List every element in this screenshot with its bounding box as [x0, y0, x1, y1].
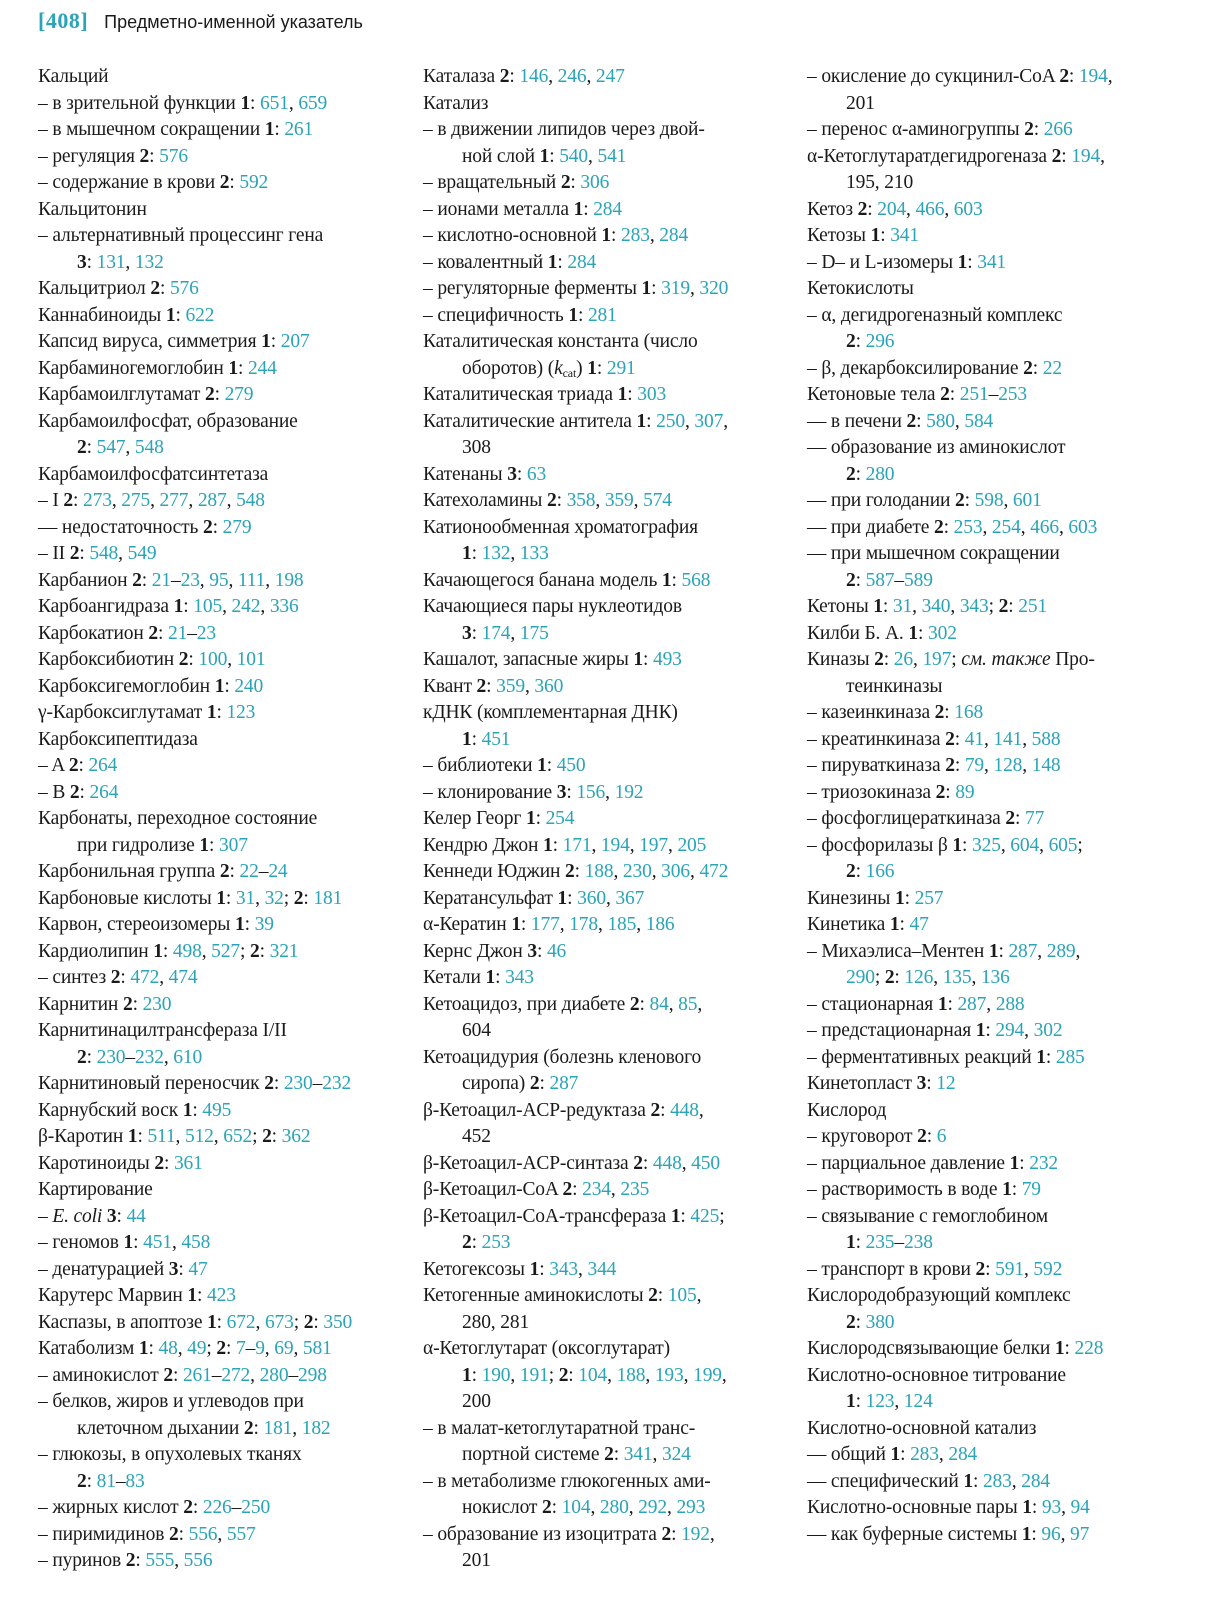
index-entry-line: – перенос α-аминогруппы 2: 266: [807, 119, 1073, 140]
index-entry-line: – регуляция 2: 576: [38, 145, 188, 167]
index-entry-line: – триозокиназа 2: 89: [807, 781, 975, 803]
index-entry-line: –– общий 1: 283, 284: [807, 1444, 978, 1465]
index-entry-line: Кислотно-основное титрование: [807, 1364, 1066, 1386]
index-entry-line: Кетогексозы 1: 343, 344: [423, 1258, 617, 1280]
index-entry-line: – стационарная 1: 287, 288: [807, 993, 1025, 1015]
index-entry-line: 1: 132, 133: [462, 543, 549, 564]
index-entry-line: Кетоацидоз, при диабете 2: 84, 85,: [423, 993, 703, 1015]
index-entry-line: 195, 210: [846, 172, 914, 193]
index-entry-line: Кетали 1: 343: [423, 967, 534, 988]
index-entry-line: Каннабиноиды 1: 622: [38, 304, 215, 326]
index-entry-line: Карбоновые кислоты 1: 31, 32; 2: 181: [38, 887, 343, 909]
index-entry-line: – окисление до сукцинил-CoA 2: 194,: [807, 66, 1113, 87]
index-entry-line: – круговорот 2: 6: [807, 1126, 947, 1147]
index-entry-line: – библиотеки 1: 450: [423, 755, 586, 776]
index-entry-line: –– недостаточность 2: 279: [38, 516, 252, 538]
index-entry-line: 3: 174, 175: [462, 622, 549, 644]
index-entry-line: – альтернативный процессинг гена: [38, 225, 324, 246]
index-entry-line: 2: 166: [846, 861, 895, 882]
index-entry-line: – пируваткиназа 2: 79, 128, 148: [807, 755, 1061, 776]
index-entry-line: – креатинкиназа 2: 41, 141, 588: [807, 728, 1061, 750]
index-entry-line: 2: 587–589: [846, 569, 933, 591]
index-entry-line: 308: [462, 437, 491, 458]
index-entry-line: – α, дегидрогеназный комплекс: [807, 304, 1063, 326]
index-entry-line: – фосфорилазы β 1: 325, 604, 605;: [807, 834, 1083, 856]
index-entry-line: Карнубский воск 1: 495: [38, 1099, 232, 1121]
index-entry-line: – казеинкиназа 2: 168: [807, 702, 984, 723]
index-entry-line: Карбанион 2: 21–23, 95, 111, 198: [38, 569, 304, 591]
index-entry-line: Кислородсвязывающие белки 1: 228: [807, 1338, 1104, 1359]
index-entry-line: 1: 235–238: [846, 1232, 933, 1253]
index-entry-line: – в мышечном сокращении 1: 261: [38, 119, 314, 140]
index-entry-line: β-Кетоацил-ACP-редуктаза 2: 448,: [423, 1099, 704, 1121]
index-entry-line: Карбоксигемоглобин 1: 240: [38, 675, 264, 697]
index-entry-line: – I 2: 273, 275, 277, 287, 548: [38, 490, 265, 511]
index-column-1: [38, 64, 398, 1575]
index-entry-line: Каталитические антитела 1: 250, 307,: [423, 410, 728, 432]
index-entry-line: – в движении липидов через двой-: [423, 119, 705, 140]
index-entry-line: – фосфоглицераткиназа 2: 77: [807, 808, 1045, 829]
index-entry-line: Кислотно-основные пары 1: 93, 94: [807, 1497, 1090, 1518]
index-entry-line: –– специфический 1: 283, 284: [807, 1470, 1051, 1492]
index-entry-line: Карбокатион 2: 21–23: [38, 622, 216, 644]
index-entry-line: Картирование: [38, 1179, 153, 1200]
index-entry-line: Карбоксипептидаза: [38, 728, 198, 750]
index-entry-line: Кальцитриол 2: 576: [38, 278, 199, 299]
index-entry-line: Карбамоилглутамат 2: 279: [38, 384, 254, 405]
index-entry-line: – A 2: 264: [38, 755, 118, 776]
index-entry-line: – геномов 1: 451, 458: [38, 1232, 211, 1253]
index-entry-line: – транспорт в крови 2: 591, 592: [807, 1258, 1063, 1280]
index-entry-line: Каталаза 2: 146, 246, 247: [423, 66, 625, 87]
index-entry-line: 290; 2: 126, 135, 136: [846, 967, 1010, 988]
index-entry-line: – в малат-кетоглутаратной транс-: [423, 1417, 696, 1439]
index-entry-line: ной слой 1: 540, 541: [462, 145, 627, 167]
index-entry-line: Каталитическая триада 1: 303: [423, 384, 667, 405]
index-entry-line: Качающиеся пары нуклеотидов: [423, 596, 682, 617]
page-title: Предметно-именной указатель: [104, 12, 363, 32]
index-entry-line: Кардиолипин 1: 498, 527; 2: 321: [38, 940, 299, 962]
index-entry-line: 1: 123, 124: [846, 1391, 933, 1412]
index-entry-line: – образование из изоцитрата 2: 192,: [423, 1523, 715, 1545]
index-entry-line: Качающегося банана модель 1: 568: [423, 569, 711, 591]
index-entry-line: β-Кетоацил-CoA-трансфераза 1: 425;: [423, 1205, 725, 1227]
index-entry-line: – глюкозы, в опухолевых тканях: [38, 1444, 302, 1465]
index-entry-line: Кетоз 2: 204, 466, 603: [807, 198, 983, 220]
index-entry-line: – вращательный 2: 306: [423, 172, 610, 193]
index-entry-line: Карвон, стереоизомеры 1: 39: [38, 914, 274, 935]
index-entry-line: Кинетопласт 3: 12: [807, 1073, 956, 1094]
index-entry-line: Карбаминогемоглобин 1: 244: [38, 357, 277, 379]
index-entry-line: – аминокислот 2: 261–272, 280–298: [38, 1364, 327, 1386]
index-entry-line: Кетогенные аминокислоты 2: 105,: [423, 1285, 702, 1306]
index-entry-line: Кетозы 1: 341: [807, 225, 919, 246]
index-entry-line: – в метаболизме глюкогенных ами-: [423, 1470, 711, 1492]
index-entry-line: – β, декарбоксилирование 2: 22: [807, 357, 1062, 379]
index-entry-line: – ковалентный 1: 284: [423, 251, 597, 273]
index-entry-line: – содержание в крови 2: 592: [38, 172, 269, 193]
index-entry-line: – предстационарная 1: 294, 302: [807, 1020, 1063, 1041]
index-entry-line: –– при голодании 2: 598, 601: [807, 490, 1042, 511]
index-column-3: [807, 64, 1187, 1548]
index-entry-line: Карнитин 2: 230: [38, 993, 172, 1015]
index-entry-line: 3: 131, 132: [77, 251, 164, 273]
index-entry-line: Катехоламины 2: 358, 359, 574: [423, 490, 672, 511]
index-entry-line: – денатурацией 3: 47: [38, 1258, 208, 1280]
index-entry-line: – II 2: 548, 549: [38, 543, 157, 564]
index-entry-line: – клонирование 3: 156, 192: [423, 781, 644, 803]
index-entry-line: Кинезины 1: 257: [807, 887, 944, 909]
index-entry-line: – ферментативных реакций 1: 285: [807, 1046, 1085, 1068]
index-entry-line: 2: 253: [462, 1232, 511, 1253]
index-entry-line: Кетоны 1: 31, 340, 343; 2: 251: [807, 596, 1048, 617]
index-entry-line: – B 2: 264: [38, 781, 119, 803]
index-column-2: [423, 64, 783, 1575]
index-entry-line: Карутерс Марвин 1: 423: [38, 1285, 236, 1306]
index-entry-line: Карбоксибиотин 2: 100, 101: [38, 649, 266, 670]
index-entry-line: – белков, жиров и углеводов при: [38, 1391, 304, 1412]
index-entry-line: оборотов) $(k_{cat})$ 1: 291: [462, 357, 636, 380]
index-entry-line: Кетоацидурия (болезнь кленового: [423, 1046, 702, 1068]
index-entry-line: Кальцитонин: [38, 198, 147, 220]
running-header: [38, 8, 363, 38]
index-entry-line: Кинетика 1: 47: [807, 914, 929, 935]
index-entry-line: – связывание с гемоглобином: [807, 1205, 1048, 1227]
index-entry-line: – пиримидинов 2: 556, 557: [38, 1523, 256, 1545]
index-entry-line: Карнитинацилтрансфераза I/II: [38, 1020, 287, 1041]
index-entry-line: – ионами металла 1: 284: [423, 198, 622, 220]
index-entry-line: Кетоновые тела 2: 251–253: [807, 384, 1027, 405]
index-entry-line: Кальций: [38, 66, 109, 87]
index-entry-line: Капсид вируса, симметрия 1: 207: [38, 331, 310, 352]
index-entry-line: Кендрю Джон 1: 171, 194, 197, 205: [423, 834, 707, 856]
index-entry-line: β-Каротин 1: 511, 512, 652; 2: 362: [38, 1126, 311, 1147]
index-entry-line: α-Кератин 1: 177, 178, 185, 186: [423, 914, 675, 935]
index-entry-line: Килби Б. А. 1: 302: [807, 622, 957, 644]
index-entry-line: сиропа) 2: 287: [462, 1073, 579, 1094]
index-entry-line: α-Кетоглутарат (оксоглутарат): [423, 1338, 670, 1359]
index-entry-line: Каспазы, в апоптозе 1: 672, 673; 2: 350: [38, 1311, 353, 1333]
index-entry-line: γ-Карбоксиглутамат 1: 123: [38, 702, 256, 723]
index-entry-line: – жирных кислот 2: 226–250: [38, 1497, 271, 1518]
index-entry-line: – растворимость в воде 1: 79: [807, 1179, 1041, 1200]
index-entry-line: Киназы 2: 26, 197; см. также Про-: [807, 649, 1095, 670]
index-entry-line: – в зрительной функции 1: 651, 659: [38, 92, 328, 114]
index-entry-line: 1: 451: [462, 728, 511, 750]
index-entry-line: Кислород: [807, 1099, 887, 1121]
index-entry-line: – синтез 2: 472, 474: [38, 967, 198, 988]
index-entry-line: Катаболизм 1: 48, 49; 2: 7–9, 69, 581: [38, 1338, 332, 1359]
index-entry-line: –– в печени 2: 580, 584: [807, 410, 994, 432]
index-entry-line: –– как буферные системы 1: 96, 97: [807, 1523, 1090, 1545]
index-entry-line: Карнитиновый переносчик 2: 230–232: [38, 1073, 352, 1094]
index-entry-line: нокислот 2: 104, 280, 292, 293: [462, 1497, 706, 1518]
index-entry-line: 452: [462, 1126, 491, 1147]
index-entry-line: –– при диабете 2: 253, 254, 466, 603: [807, 516, 1098, 538]
index-entry-line: при гидролизе 1: 307: [77, 834, 248, 856]
index-entry-line: Келер Георг 1: 254: [423, 808, 575, 829]
index-entry-line: портной системе 2: 341, 324: [462, 1444, 691, 1465]
index-entry-line: Квант 2: 359, 360: [423, 675, 564, 697]
index-entry-line: Карбонаты, переходное состояние: [38, 808, 318, 829]
index-entry-line: – кислотно-основной 1: 283, 284: [423, 225, 689, 246]
index-entry-line: Кислородобразующий комплекс: [807, 1285, 1071, 1306]
index-entry-line: Каталитическая константа (число: [423, 331, 698, 352]
index-entry-line: Кислотно-основной катализ: [807, 1417, 1037, 1439]
index-entry-line: –– образование из аминокислот: [807, 437, 1066, 458]
index-entry-line: 1: 190, 191; 2: 104, 188, 193, 199,: [462, 1364, 727, 1386]
index-entry-line: α-Кетоглутаратдегидрогеназа 2: 194,: [807, 145, 1105, 167]
index-entry-line: 2: 547, 548: [77, 437, 164, 458]
index-entry-line: – парциальное давление 1: 232: [807, 1152, 1059, 1174]
index-entry-line: Катенаны 3: 63: [423, 463, 547, 485]
index-entry-line: Карбонильная группа 2: 22–24: [38, 861, 288, 882]
index-entry-line: – Михаэлиса–Ментен 1: 287, 289,: [807, 940, 1081, 962]
index-entry-line: Карбамоилфосфатсинтетаза: [38, 463, 269, 485]
index-entry-line: Катализ: [423, 92, 489, 114]
index-entry-line: Кашалот, запасные жиры 1: 493: [423, 649, 682, 670]
index-entry-line: – D– и L-изомеры 1: 341: [807, 251, 1007, 273]
index-entry-line: – регуляторные ферменты 1: 319, 320: [423, 278, 729, 299]
index-entry-line: 2: 380: [846, 1311, 895, 1333]
index-entry-line: Карбамоилфосфат, образование: [38, 410, 298, 432]
index-entry-line: β-Кетоацил-ACP-синтаза 2: 448, 450: [423, 1152, 720, 1174]
index-entry-line: Кетокислоты: [807, 278, 914, 299]
index-entry-line: β-Кетоацил-CoA 2: 234, 235: [423, 1179, 650, 1200]
index-entry-line: 2: 230–232, 610: [77, 1046, 203, 1068]
index-entry-line: Кератансульфат 1: 360, 367: [423, 887, 645, 909]
index-entry-line: Кернс Джон 3: 46: [423, 940, 567, 962]
index-entry-line: кДНК (комплементарная ДНК): [423, 702, 678, 723]
page-number: [408]: [38, 8, 89, 33]
index-entry-line: – E. coli 3: 44: [38, 1205, 146, 1227]
index-entry-line: 200: [462, 1391, 491, 1412]
index-entry-line: Катионообменная хроматография: [423, 516, 698, 538]
index-entry-line: Карбоангидраза 1: 105, 242, 336: [38, 596, 299, 617]
index-entry-line: 2: 280: [846, 463, 895, 485]
index-entry-line: Кеннеди Юджин 2: 188, 230, 306, 472: [423, 861, 729, 882]
index-entry-line: 201: [846, 92, 875, 114]
index-entry-line: теинкиназы: [846, 675, 943, 697]
index-entry-line: – пуринов 2: 555, 556: [38, 1550, 213, 1571]
index-entry-line: клеточном дыхании 2: 181, 182: [77, 1417, 331, 1439]
index-entry-line: –– при мышечном сокращении: [807, 543, 1060, 564]
index-entry-line: Каротиноиды 2: 361: [38, 1152, 203, 1174]
index-entry-line: 604: [462, 1020, 491, 1041]
index-entry-line: 2: 81–83: [77, 1470, 145, 1492]
index-entry-line: 2: 296: [846, 331, 895, 352]
index-entry-line: 280, 281: [462, 1311, 530, 1333]
index-entry-line: – специфичность 1: 281: [423, 304, 617, 326]
index-entry-line: 201: [462, 1550, 491, 1571]
